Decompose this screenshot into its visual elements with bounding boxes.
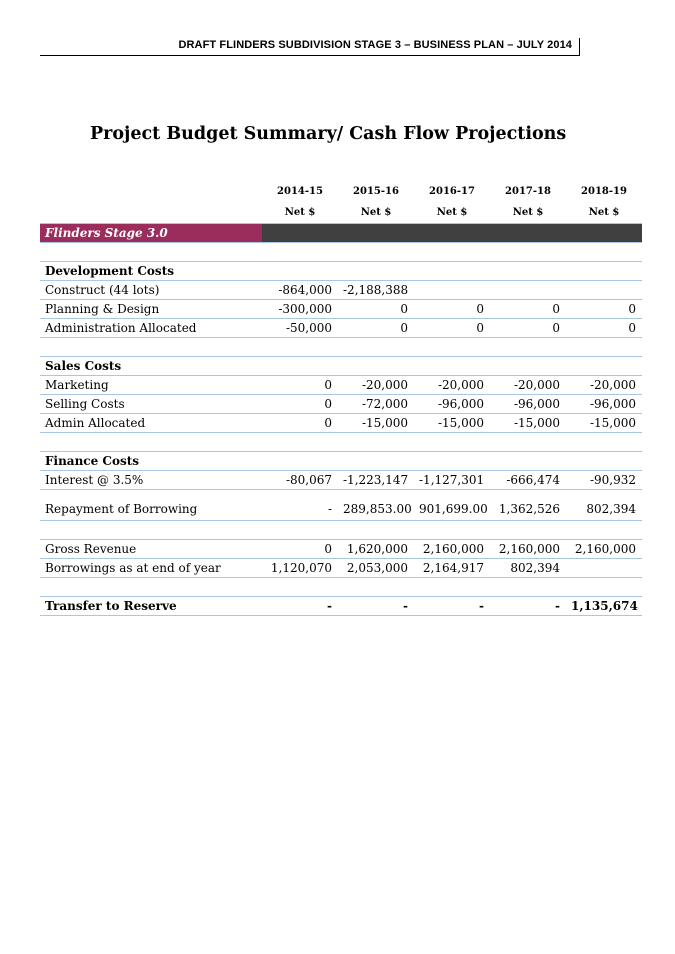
cell-value: -96,000 xyxy=(490,395,566,414)
cell-value: -20,000 xyxy=(338,376,414,395)
row-label: Admin Allocated xyxy=(40,414,262,433)
year-header: 2014-15 xyxy=(277,186,323,197)
cell-value: -20,000 xyxy=(490,376,566,395)
row-label: Borrowings as at end of year xyxy=(40,559,262,578)
unit-header: Net $ xyxy=(566,203,642,224)
cell-value: 2,053,000 xyxy=(338,559,414,578)
cell-value: -1,223,147 xyxy=(338,471,414,490)
row-label: Construct (44 lots) xyxy=(40,281,262,300)
cell-value: 0 xyxy=(262,376,338,395)
table-row xyxy=(40,559,642,578)
cell-value: 802,394 xyxy=(566,490,642,521)
cell-value: -20,000 xyxy=(566,376,642,395)
project-band-fill xyxy=(262,224,642,243)
cell-value: 0 xyxy=(414,319,490,338)
table-row xyxy=(40,300,642,319)
cell-value: -15,000 xyxy=(490,414,566,433)
cell-value: 0 xyxy=(262,540,338,559)
cell-value: -20,000 xyxy=(414,376,490,395)
row-label: Selling Costs xyxy=(40,395,262,414)
year-header: 2015-16 xyxy=(353,186,399,197)
cell-value xyxy=(566,281,642,300)
page-title: Project Budget Summary/ Cash Flow Projections xyxy=(90,124,567,144)
total-row xyxy=(40,597,642,616)
spacer-row xyxy=(40,433,642,452)
header-blank xyxy=(40,181,262,203)
table-row xyxy=(40,395,642,414)
cell-value: - xyxy=(262,597,338,616)
table-row xyxy=(40,540,642,559)
cell-value: -15,000 xyxy=(566,414,642,433)
section-row xyxy=(40,262,642,281)
year-header: 2017-18 xyxy=(505,186,551,197)
cell-value: -50,000 xyxy=(262,319,338,338)
cell-value: 802,394 xyxy=(490,559,566,578)
section-label: Development Costs xyxy=(40,262,262,281)
cell-value: 0 xyxy=(338,300,414,319)
year-header: 2018-19 xyxy=(581,186,627,197)
table-row xyxy=(40,490,642,521)
cell-value: 289,853.00 xyxy=(338,490,414,521)
cell-value: 0 xyxy=(566,300,642,319)
table-row xyxy=(40,376,642,395)
cell-value: - xyxy=(262,490,338,521)
cell-value: 0 xyxy=(338,319,414,338)
cell-value: 0 xyxy=(262,395,338,414)
cell-value: -666,474 xyxy=(490,471,566,490)
cell-value: 1,135,674 xyxy=(566,597,642,616)
cell-value: -2,188,388 xyxy=(338,281,414,300)
section-label: Sales Costs xyxy=(40,357,262,376)
header-text: DRAFT FLINDERS SUBDIVISION STAGE 3 – BUSINESS PLAN – JULY 2014 xyxy=(178,39,572,51)
cell-value: -72,000 xyxy=(338,395,414,414)
section-row xyxy=(40,452,642,471)
row-label: Transfer to Reserve xyxy=(40,597,262,616)
cell-value: -96,000 xyxy=(414,395,490,414)
cell-value: 1,362,526 xyxy=(490,490,566,521)
project-band-row xyxy=(40,224,642,243)
cell-value: -80,067 xyxy=(262,471,338,490)
budget-table xyxy=(40,181,642,616)
spacer-row xyxy=(40,243,642,262)
table-row xyxy=(40,281,642,300)
unit-header-row xyxy=(40,203,642,224)
unit-header: Net $ xyxy=(338,203,414,224)
section-row xyxy=(40,357,642,376)
section-label: Finance Costs xyxy=(40,452,262,471)
cell-value: -1,127,301 xyxy=(414,471,490,490)
table-row xyxy=(40,471,642,490)
cell-value: 0 xyxy=(566,319,642,338)
cell-value: 0 xyxy=(490,300,566,319)
cell-value: -864,000 xyxy=(262,281,338,300)
row-label: Gross Revenue xyxy=(40,540,262,559)
cell-value xyxy=(414,281,490,300)
cell-value: -90,932 xyxy=(566,471,642,490)
cell-value: 0 xyxy=(490,319,566,338)
cell-value: 2,160,000 xyxy=(566,540,642,559)
spacer-row xyxy=(40,338,642,357)
cell-value: 1,120,070 xyxy=(262,559,338,578)
cell-value xyxy=(566,559,642,578)
spacer-row xyxy=(40,578,642,597)
table-row xyxy=(40,414,642,433)
row-label: Interest @ 3.5% xyxy=(40,471,262,490)
cell-value: - xyxy=(490,597,566,616)
page-header xyxy=(40,38,580,56)
cell-value: 901,699.00 xyxy=(414,490,490,521)
cell-value: 2,160,000 xyxy=(414,540,490,559)
year-header: 2016-17 xyxy=(429,186,475,197)
cell-value: 1,620,000 xyxy=(338,540,414,559)
cell-value xyxy=(490,281,566,300)
header-rule xyxy=(579,38,580,55)
unit-header: Net $ xyxy=(414,203,490,224)
cell-value: 0 xyxy=(262,414,338,433)
row-label: Repayment of Borrowing xyxy=(40,490,262,521)
cell-value: 2,164,917 xyxy=(414,559,490,578)
table-row xyxy=(40,319,642,338)
row-label: Planning & Design xyxy=(40,300,262,319)
cell-value: 2,160,000 xyxy=(490,540,566,559)
header-blank xyxy=(40,203,262,224)
cell-value: -15,000 xyxy=(338,414,414,433)
cell-value: - xyxy=(414,597,490,616)
project-band-label: Flinders Stage 3.0 xyxy=(40,224,262,243)
cell-value: -96,000 xyxy=(566,395,642,414)
row-label: Marketing xyxy=(40,376,262,395)
unit-header: Net $ xyxy=(262,203,338,224)
row-label: Administration Allocated xyxy=(40,319,262,338)
cell-value: -300,000 xyxy=(262,300,338,319)
year-header-row xyxy=(40,181,642,203)
cell-value: -15,000 xyxy=(414,414,490,433)
spacer-row xyxy=(40,521,642,540)
unit-header: Net $ xyxy=(490,203,566,224)
cell-value: 0 xyxy=(414,300,490,319)
cell-value: - xyxy=(338,597,414,616)
